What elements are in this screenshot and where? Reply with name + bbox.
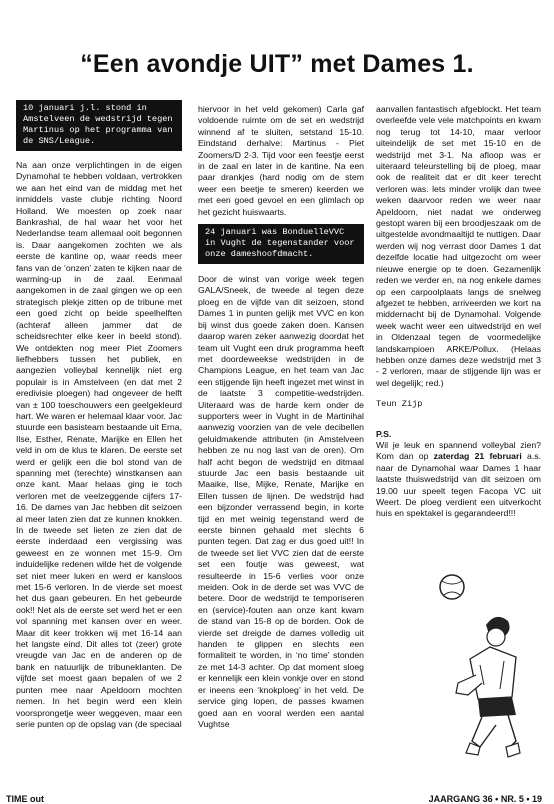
player-shorts [478, 697, 516, 717]
article-title: “Een avondje UIT” met Dames 1. [80, 50, 474, 78]
issue-info: JAARGANG 36 • NR. 5 • 19 [428, 794, 542, 804]
player-shoes [466, 743, 520, 757]
ps-text-part-1: Wil je leuk en spannend volleybal zien? Kom dan op [376, 439, 541, 462]
ps-text [376, 440, 541, 520]
volleyball-icon [440, 575, 464, 599]
volleyball-player-illustration [420, 565, 540, 775]
volleyball-seam [442, 581, 462, 595]
column-1-text: Na aan onze verplichtingen in de eigen Dynamohal te hebben voldaan, vertrokken we aan het eind van de middag met het inmiddels vaste clubje richting Noord Holland. We moesten op zoek naar Bankrashal, de hal waar het voor het Nederlandse team allemaal ooit begonnen is. Daar aangekomen zochten we als eerste de kantine op, waar reeds meer fans van de ‘onzen’ zaten te kijken naar de warming-up in de zaal. Eenmaal aangekomen in de zaal gingen we op een strategisch plekje zitten op de tribune met een goed zicht op beide speelhelften (achteraf alleen jammer dat de scheidsrechter elke keer in beeld stond). We ontdekten nog meer Piet Zoomers liefhebbers tussen het publiek, en aangezien volleybal kennelijk niet erg populair is in Amstelveen (en dat met 2 eredivisie ploegen) had ongeveer de helft van ± 100 toeschouwers een geelgekleurd hart. We waren er helemaal klaar voor. Jac stuurde een basisteam bestaande uit Erna, Ilse, Esther, Renate, Marijke en Ellen het veld in om de klus te klaren. De eerste set werd er gelijk een die bol stond van de spanning met (terechte) winstkansen aan onze kant. Maar helaas ging ie toch verloren met de veelzeggende cijfers 17-16. De dames van Jac hebben dit seizoen al meer laten zien dat ze kunnen knokken. In de tweede set lieten ze zien dat de eerste inderdaad een vergissing was geweest en ze wonnen met 15-9. Om induidelijke redenen wilde het de volgende set niet meer luken en werd er kansloos met 15-6 verloren. In de vierde set moest het dus gaan gebeuren. En het gebeurde ook!! Net als de eerste set werd het er een vol spanning met kansen over en weer. Maar dit keer trokken wij met 16-14 aan het langste eind. Dit alles tot (zeer) grote vreugde van Jac en de anderen op de bank en natuurlijk de tribunekIanten. De vijfde set moest gaan bepalen of we 2 punten mee naar Apeldoorn mochten nemen. In het begin werd een klein voorsprongetje weer weggeven, maar een serie punten op de opslag van (de speciaal [16, 160, 182, 729]
player-head [487, 628, 505, 646]
ps-text-part-2: a.s. naar de Dynamohal waar Dames 1 haar laatste thuiswedstrijd van dit seizoen om 19.00 uur speelt tegen Facopa VC uit Weert. De ploeg verdient een uitverkocht huis en spektakel is gegarandeerd!!! [376, 451, 542, 519]
column-2-text-b: Door de winst van vorige week tegen GALA/Sneek, de tweede al tegen deze ploeg en de vijfde van dit seizoen, stond Dames 1 in punten gelijk met VVC en kon bij winst dus goede zaken doen. Kansen daarop waren zeker aanwezig doordat het team uit Vught een druk programma heeft met doordeweekse wedstrijden in de Champions League, en het team van Jac een stijgende lijn heeft ingezet met winst in de laatste 3 competitie-wedstrijden. Uiteraard was de harde kern onder de supporters weer in Vught in de Martinihal aanwezig voorzien van de vele decibellen geluidmakende attributen (in Amstelveen hebben ze nu nog last van de oren). Om half acht begon de wedstrijd en ditmaal stuurde Jac een basis bestaande uit Maaike, Ilse, Mijke, Renate, Marijke en Ellen tussen de lijnen. De wedstrijd had een bijzonder verrassend begin, in korte tijd en met weinig tegenstand werd de eerste binnen gehaald met slechts 6 punten tegen. Dat zag er dus goed uit!! In de tweede set liet VVC zien dat de eerste set een foutje was geweest, wat resulteerde in 15-6 verlies voor onze meiden. Ook in de derde set was VVC de betere. Door de wedstrijd te temporiseren en (service)-fouten aan onze kant kwam de stand van 15-8 op de borden. Ook de vierde set dreigde de dames volledig uit handen te glippen en slechts een formaliteit te worden, in ‘no time’ stonden ze met 14-3 achter. Op dat moment sloeg er kennelijk een klein vonkje over en stond er ineens een ‘knokploeg’ in het veld. De service ging lopen, de passes kwamen goed aan en vooral werden een aantal Vughtse [198, 274, 364, 729]
intro-box-2: 24 januari was BonduelleVVC in Vught de tegenstander voor onze dameshoofdmacht. [198, 224, 364, 264]
column-3 [376, 104, 541, 520]
column-2 [198, 104, 364, 730]
magazine-name: TIME out [6, 794, 44, 804]
column-2-text-a: hiervoor in het veld gekomen) Carla gaf voldoende ruimte om de set en wedstrijd winnend af te sluiten, setstand 15-10. Eindstand derhalve: Martinus - Piet Zoomers/D 2-3. Tijd voor een feestje eerst in de zaal en later in de kantine. Na een paar drankjes (hard nodig om de stem weer een beetje te smeren) keerden we met een goed gevoel en een glimlach op het gezicht huiswaarts. [198, 104, 364, 217]
column-1 [16, 100, 182, 730]
intro-box-1: 10 januari j.l. stond in Amstelveen de wedstrijd tegen Martinus op het programma van de SNS/League. [16, 100, 182, 151]
player-legs [472, 715, 516, 749]
author-signature: Teun Zijp [376, 399, 423, 410]
column-3-text: aanvallen fantastisch afgeblockt. Het team overleefde vele vele matchpoints en kwam nog terug tot 14-10, maar verloor uiteindelijk de set met 15-10 en de wedstrijd met 3-1. Na afloop was er uiteraard teleurstelling bij de ploeg, maar ook de realiteit dat er dit keer terecht verloren was. lets minder vrolijk dan twee weken daarvoor reden we weer naar Apeldoorn, niet nadat we onderweg gestopt waren bij een broodjeszaak om de uitgestelde avondmaaltijd te nuttigen. Daar werden wij nog verrast door Dames 1 dat dezelfde locatie had uitgezocht om weer nieuwe energie op te doen. Gezamenlijk reden we verder en, na nog enkele dames op een carpoolplaats langs de snelweg afgezet te hebben, arriveerden we kort na middernacht bij de Dynamohal. Volgende week wacht weer een uitwedstrijd en wel in Oldenzaal tegen de voormedelijke landskampioen ARKE/Pollux. (Helaas hebben onze dames deze wedstrijd met 3 - 2 verloren, maar de stijgende lijn was er wel degelijk; red.) [376, 104, 541, 388]
player-shirt [470, 647, 516, 699]
ps-label: P.S. [376, 428, 392, 439]
ps-date: zaterdag 21 februari [433, 451, 522, 462]
